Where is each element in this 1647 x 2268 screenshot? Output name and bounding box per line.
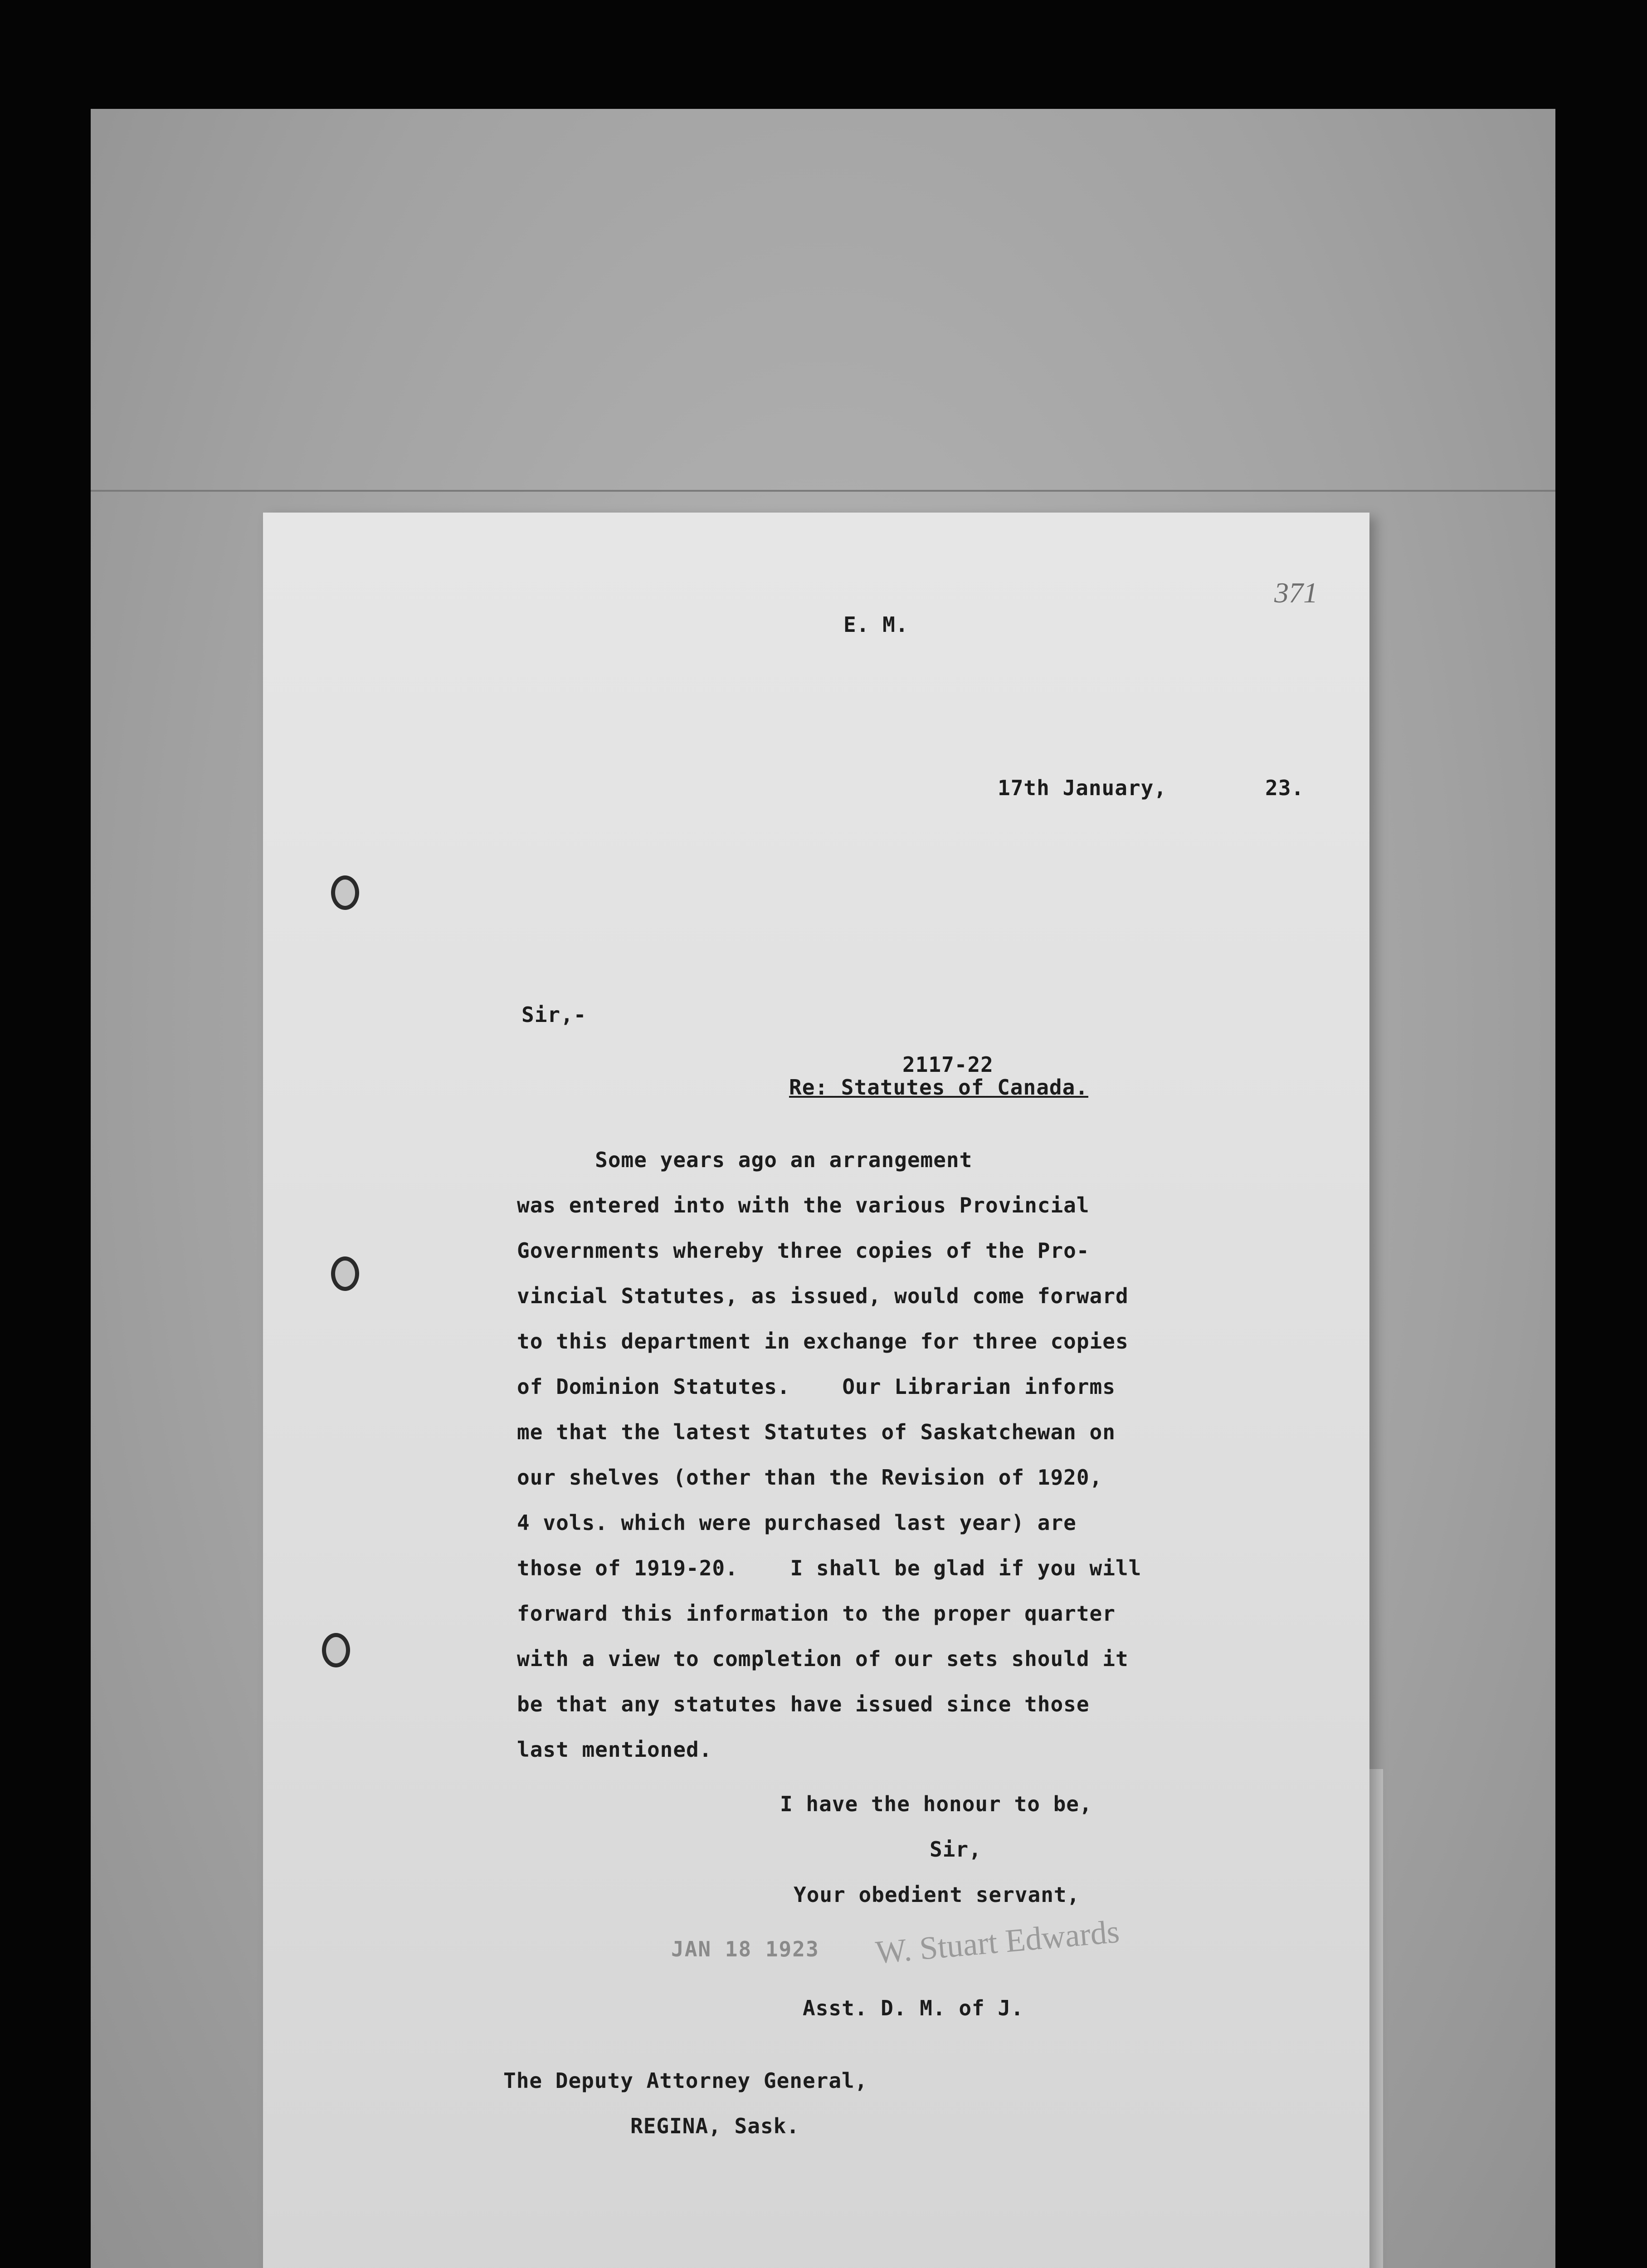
body-line-8: our shelves (other than the Revision of 1920, (517, 1465, 1103, 1490)
addressee-line-1: The Deputy Attorney General, (503, 2068, 868, 2093)
body-line-14: last mentioned. (517, 1737, 712, 1762)
closing-honour: I have the honour to be, (780, 1792, 1092, 1816)
body-line-9: 4 vols. which were purchased last year) are (517, 1510, 1077, 1535)
body-line-7: me that the latest Statutes of Saskatchewan on (517, 1420, 1116, 1444)
body-line-12: with a view to completion of our sets should it (517, 1647, 1129, 1671)
body-line-13: be that any statutes have issued since those (517, 1692, 1090, 1716)
letter-year: 23. (1265, 776, 1305, 800)
body-line-2: was entered into with the various Provincial (517, 1193, 1090, 1217)
folio-number: 371 (1274, 577, 1318, 609)
subject-line: Re: Statutes of Canada. (789, 1075, 1088, 1100)
body-line-1: Some years ago an arrangement (517, 1148, 973, 1172)
salutation: Sir,- (521, 1002, 587, 1027)
body-line-4: vincial Statutes, as issued, would come forward (517, 1284, 1129, 1308)
body-line-5: to this department in exchange for three copies (517, 1329, 1129, 1354)
closing-sir: Sir, (930, 1837, 982, 1862)
body-line-10: those of 1919-20. I shall be glad if you will (517, 1556, 1142, 1580)
letter-date: 17th January, (998, 776, 1167, 800)
punch-hole-top (331, 875, 359, 910)
punch-hole-bottom (322, 1633, 350, 1667)
date-received-stamp: JAN 18 1923 (671, 1937, 819, 1961)
mount-fold-line (91, 490, 1555, 492)
file-number: 2117-22 (902, 1052, 994, 1077)
body-line-6: of Dominion Statutes. Our Librarian informs (517, 1374, 1116, 1399)
closing-servant: Your obedient servant, (794, 1882, 1080, 1907)
punch-hole-middle (331, 1256, 359, 1291)
body-line-11: forward this information to the proper quarter (517, 1601, 1116, 1626)
addressee-line-2: REGINA, Sask. (630, 2114, 800, 2138)
body-line-3: Governments whereby three copies of the Pro- (517, 1238, 1090, 1263)
letter-header: E. M. (843, 612, 909, 637)
signature-stamp: W. Stuart Edwards (874, 1913, 1121, 1971)
signer-title: Asst. D. M. of J. (803, 1996, 1024, 2020)
